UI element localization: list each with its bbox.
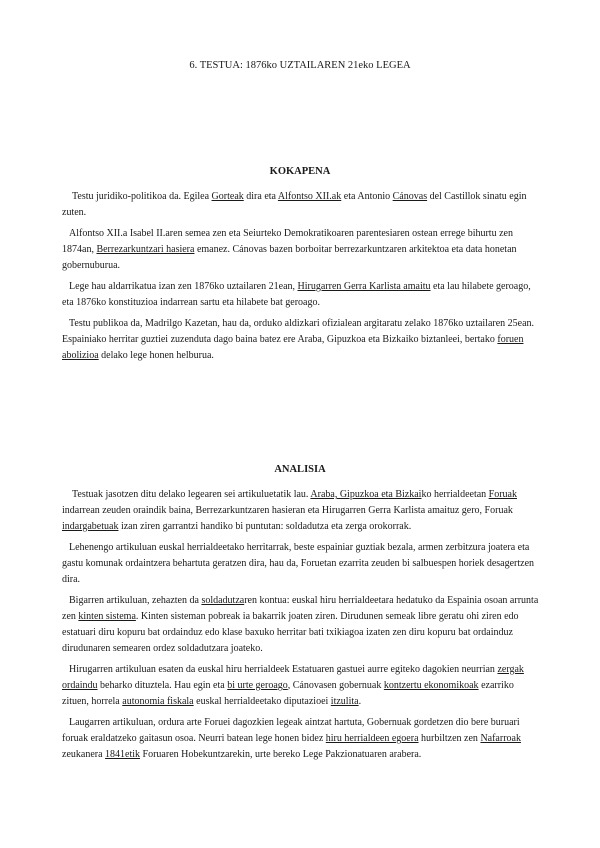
underline-soldadutza: soldadutza <box>201 595 245 606</box>
analisia-paragraph-2: Lehenengo artikuluan euskal herrialdeetako herritarrak, beste espainiar guztiak bezala, armen zerbitzura joatera eta gastu komunak ordaintzera behartuta geratzen dira, hau da, Foruetan ezarrita zeuden bi salbuespen horiek desagertzen dira. <box>62 542 535 585</box>
analisia-paragraph-3: Bigarren artikuluan, zehazten da soldadutzaren kontua: euskal hiru herrialdeetara hedatuko da Espainia osoan arrunta zen kinten sistema. Kinten sisteman pobreak ia bakarrik joaten ziren. Dirudunen semeak libre geratu ohi ziren edo estatuari diru kopuru bat ordainduz edo klase baxuko herritar bati txikiagoa izaten zen diru kopuru bat ordainduz dirudunaren semearen ordez soldadutzara joateko. <box>62 595 539 654</box>
underline-foruen-abolizioa: foruen abolizioa <box>62 334 524 361</box>
kokapena-paragraph-2: Alfontso XII.a Isabel II.aren semea zen eta Seiurteko Demokratikoaren parentesiaren ostean errege bihurtu zen 1874an, Berrezarkuntzari hasiera emanez. Cánovas bazen borboitar berrezarkuntzaren arkitektoa eta data honetan gobernuburua. <box>62 228 517 271</box>
analisia-paragraph-4: Hirugarren artikuluan esaten da euskal hiru herrialdeek Estatuaren gastuei aurre egiteko dagokien neurrian zergak ordaindu beharko dituztela. Hau egin eta bi urte geroago, Cánovasen gobernuak kontzertu ekonomikoak ezarriko zituen, horrela autonomia fiskala euskal herrialdeetako diputazioei itzulita. <box>62 664 524 707</box>
underline-kinten-sistema: kinten sistema <box>78 611 136 622</box>
analisia-section <box>62 487 540 768</box>
kokapena-heading: KOKAPENA <box>269 166 331 177</box>
underline-gorteak: Gorteak <box>211 191 244 202</box>
underline-bi-urte-geroago: bi urte geroago <box>227 680 288 691</box>
kokapena-section <box>62 189 540 369</box>
analisia-heading: ANALISIA <box>274 464 326 475</box>
underline-kontzertu-ekonomikoak: kontzertu ekonomikoak <box>383 680 479 691</box>
document-title: 6. TESTUA: 1876ko UZTAILAREN 21eko LEGEA <box>189 60 411 71</box>
underline-araba-gipuzkoa-bizkai: Araba, Gipuzkoa eta Bizkai <box>310 489 422 500</box>
underline-autonomia-fiskala: autonomia fiskala <box>122 696 194 707</box>
underline-hiru-herrialdeen-egoera: hiru herrialdeen egoera <box>325 733 419 744</box>
underline-alfontso: Alfontso XII.ak <box>277 191 342 202</box>
underline-indargabetuak: indargabetuak <box>62 521 119 532</box>
analisia-paragraph-5: Laugarren artikuluan, ordura arte Foruei dagozkien legeak aintzat hartuta, Gobernuak gordetzen dio bere buruari foruak eraldatzeko gaitasun osoa. Neurri batean lege honen bidez hiru herrialdeen egoera hurbiltzen zen Nafarroak zeukanera 1841etik Foruaren Hobekuntzarekin, urte bereko Lege Pakzionatuaren arabera. <box>62 717 521 760</box>
kokapena-paragraph-4: Testu publikoa da, Madrilgo Kazetan, hau da, orduko aldizkari ofizialean argitaratu zelako 1876ko uztailaren 25ean. Espainiako herritar guztiei zuzenduta dago baina batez ere Araba, Gipuzkoa eta Bizkaiko biztanleei, bertako foruen abolizioa delako lege honen helburua. <box>62 318 535 361</box>
analisia-paragraph-1: Testuak jasotzen ditu delako legearen sei artikuluetatik lau. Araba, Gipuzkoa eta Bizkaiko herrialdeetan Foruak indarrean zeuden oraindik baina, Berrezarkuntzaren hasieran eta Hirugarren Gerra Karlista amaituz gero, Foruak indargabetuak izan ziren garrantzi handiko bi puntutan: soldadutza eta zerga orokorrak. <box>62 489 517 532</box>
underline-foruak: Foruak <box>488 489 517 500</box>
underline-berrezarkuntzari-hasiera: Berrezarkuntzari hasiera <box>96 244 195 255</box>
underline-itzulita: itzulita <box>330 696 359 707</box>
underline-nafarroak: Nafarroak <box>480 733 521 744</box>
kokapena-paragraph-3: Lege hau aldarrikatua izan zen 1876ko uztailaren 21ean, Hirugarren Gerra Karlista amaitu eta lau hilabete geroago, eta 1876ko konstituzioa indarrean sartu eta hilabete bat geroago. <box>62 281 531 308</box>
kokapena-paragraph-1: Testu juridiko-politikoa da. Egilea Gorteak dira eta Alfontso XII.ak eta Antonio Cánovas del Castillok sinatu egin zuten. <box>62 191 527 218</box>
underline-canovas: Cánovas <box>392 191 428 202</box>
underline-zergak-ordaindu: zergak ordaindu <box>62 664 524 691</box>
underline-1841etik: 1841etik <box>105 749 141 760</box>
underline-gerra-karlista: Hirugarren Gerra Karlista amaitu <box>297 281 431 292</box>
